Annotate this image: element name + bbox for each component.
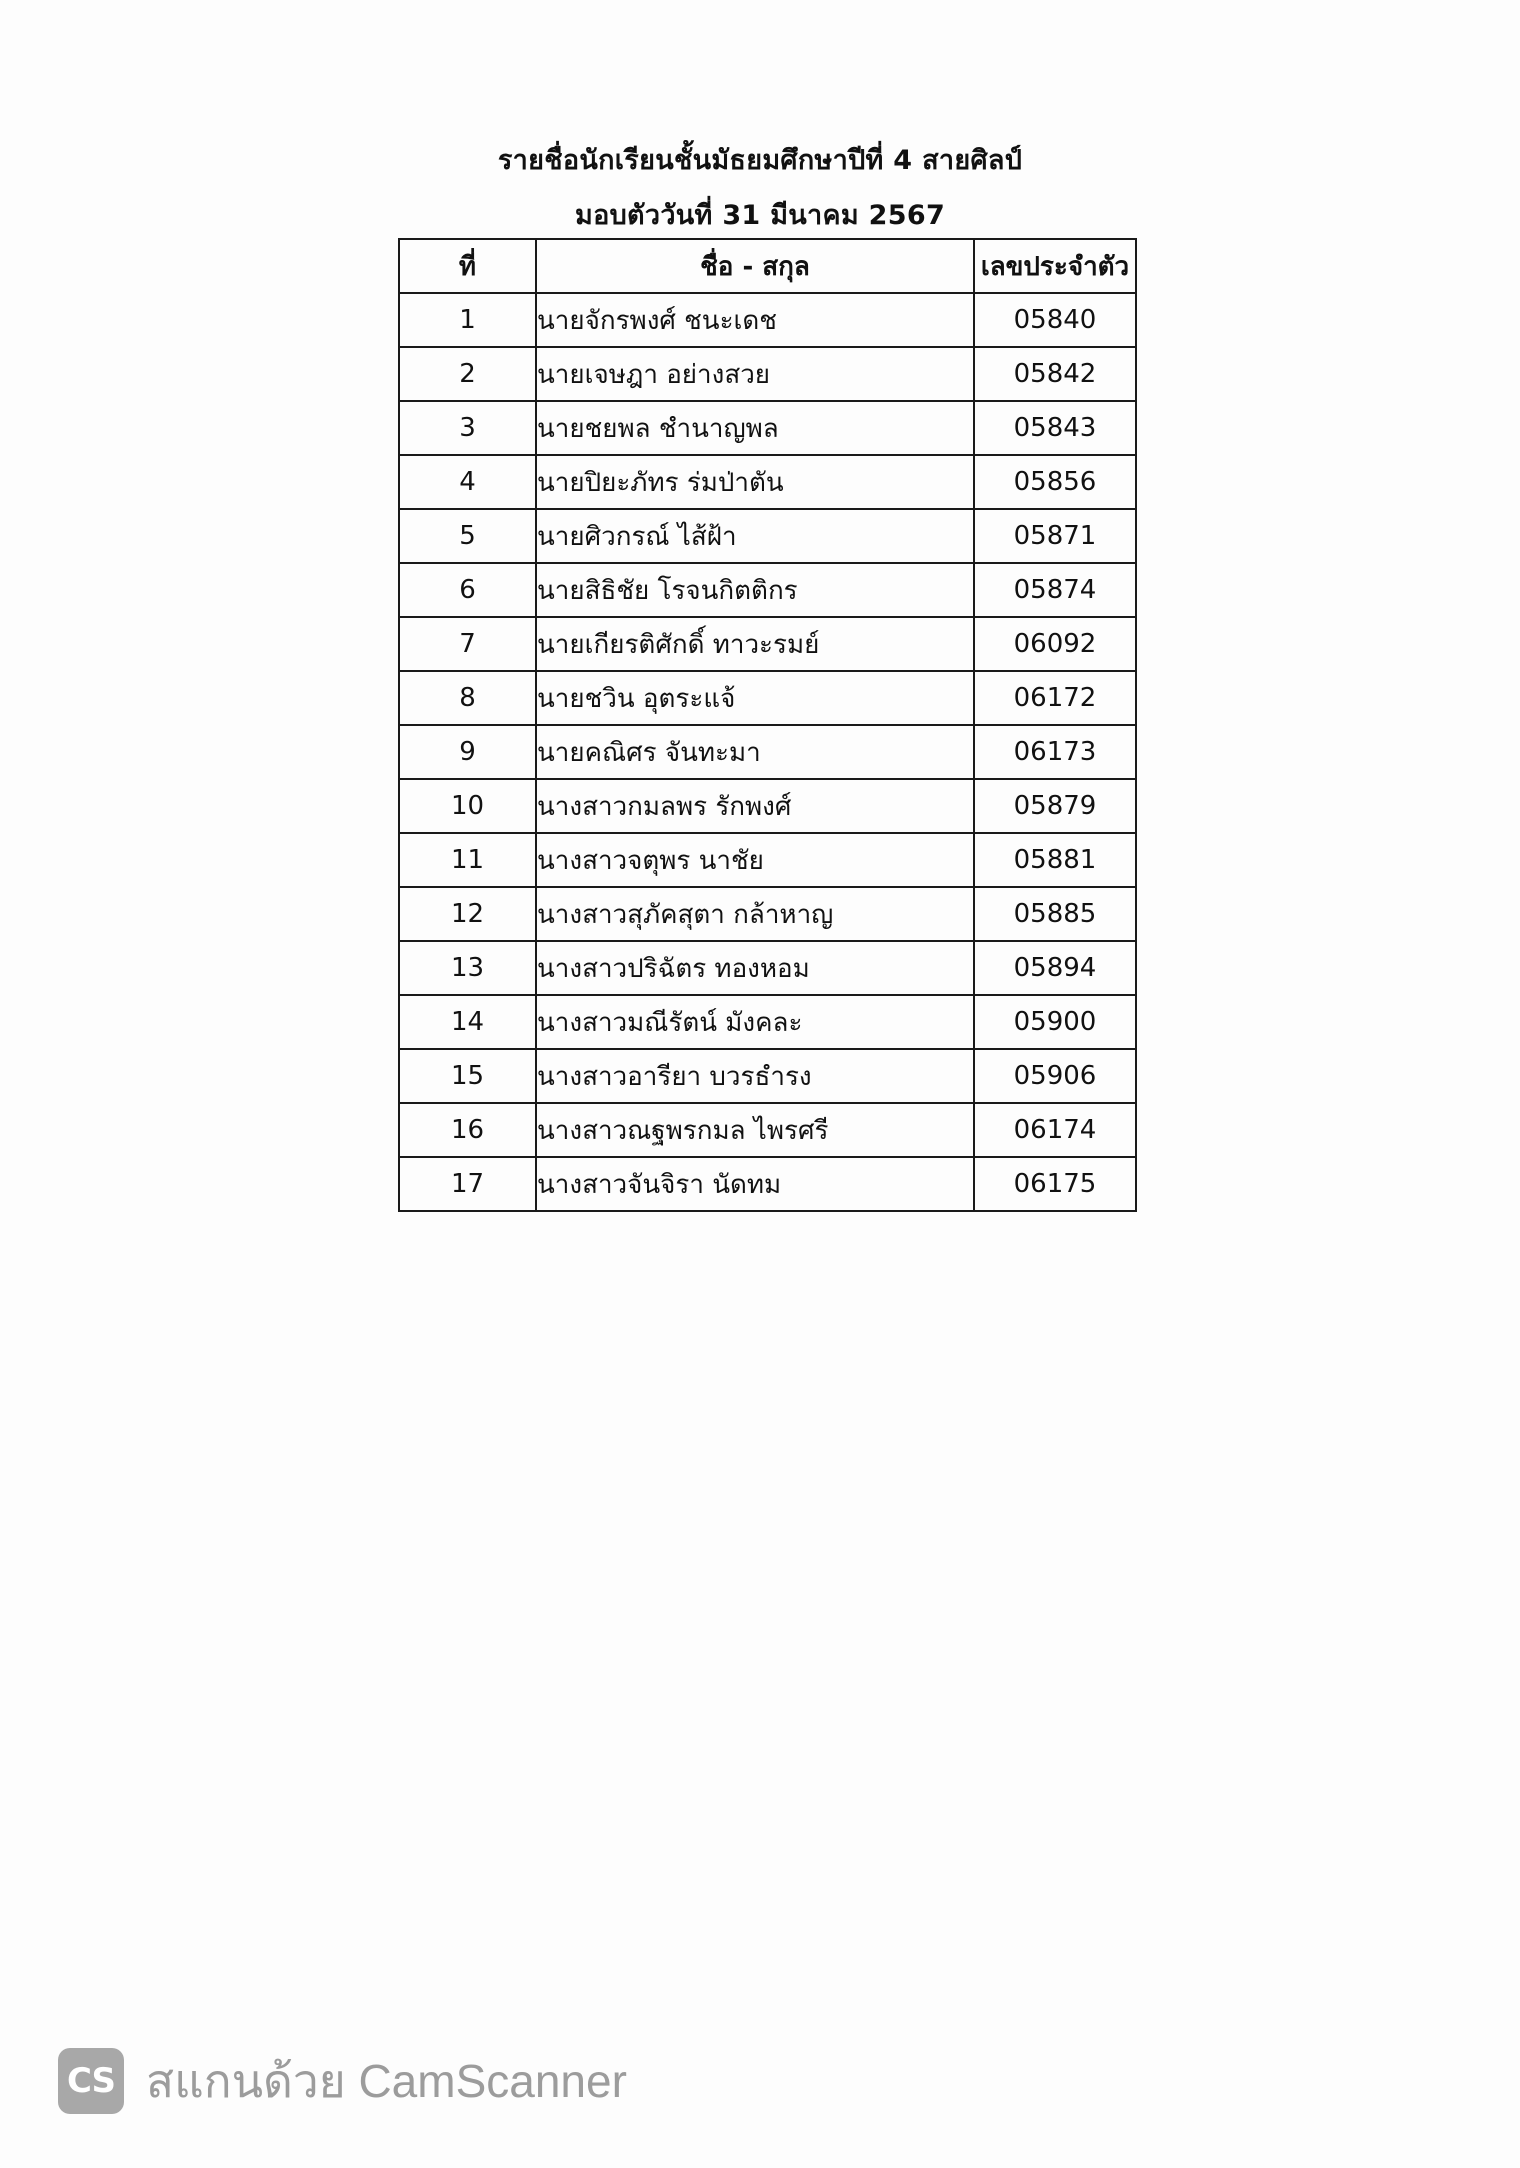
- camscanner-logo-icon: CS: [58, 2048, 124, 2114]
- row-number: 4: [399, 455, 536, 509]
- table-row: [399, 563, 1136, 617]
- row-number: 16: [399, 1103, 536, 1157]
- student-id: 06172: [974, 671, 1136, 725]
- row-number: 15: [399, 1049, 536, 1103]
- student-name: นายเกียรติศักดิ์ ทาวะรมย์: [536, 617, 974, 671]
- student-name: นางสาวณฐพรกมล ไพรศรี: [536, 1103, 974, 1157]
- column-header-student-id: เลขประจำตัว: [974, 239, 1136, 293]
- student-id: 05881: [974, 833, 1136, 887]
- column-header-number: ที่: [399, 239, 536, 293]
- table-row: [399, 671, 1136, 725]
- row-number: 13: [399, 941, 536, 995]
- row-number: 5: [399, 509, 536, 563]
- table-row: [399, 293, 1136, 347]
- student-id: 05900: [974, 995, 1136, 1049]
- table-row: [399, 347, 1136, 401]
- table-header-row: [399, 239, 1136, 293]
- student-id: 06174: [974, 1103, 1136, 1157]
- student-name: นายสิธิชัย โรจนกิตติกร: [536, 563, 974, 617]
- row-number: 8: [399, 671, 536, 725]
- student-name: นางสาวมณีรัตน์ มังคละ: [536, 995, 974, 1049]
- row-number: 14: [399, 995, 536, 1049]
- document-subtitle: มอบตัววันที่ 31 มีนาคม 2567: [574, 200, 946, 231]
- student-id: 06173: [974, 725, 1136, 779]
- student-name: นายเจษฎา อย่างสวย: [536, 347, 974, 401]
- row-number: 1: [399, 293, 536, 347]
- row-number: 6: [399, 563, 536, 617]
- row-number: 9: [399, 725, 536, 779]
- table-row: [399, 1157, 1136, 1211]
- student-name: นางสาวปริฉัตร ทองหอม: [536, 941, 974, 995]
- student-id: 05906: [974, 1049, 1136, 1103]
- student-id: 06092: [974, 617, 1136, 671]
- row-number: 12: [399, 887, 536, 941]
- student-id: 05842: [974, 347, 1136, 401]
- student-name: นายคณิศร จันทะมา: [536, 725, 974, 779]
- student-name: นางสาวอารียา บวรธำรง: [536, 1049, 974, 1103]
- table-row: [399, 1049, 1136, 1103]
- student-id: 05874: [974, 563, 1136, 617]
- watermark-text: สแกนด้วย CamScanner: [146, 2054, 627, 2107]
- student-id: 05885: [974, 887, 1136, 941]
- student-id: 05843: [974, 401, 1136, 455]
- student-roster-table: [398, 238, 1137, 1212]
- row-number: 10: [399, 779, 536, 833]
- row-number: 3: [399, 401, 536, 455]
- student-id: 05856: [974, 455, 1136, 509]
- row-number: 11: [399, 833, 536, 887]
- row-number: 2: [399, 347, 536, 401]
- table-row: [399, 617, 1136, 671]
- table-row: [399, 779, 1136, 833]
- student-id: 05879: [974, 779, 1136, 833]
- student-name: นางสาวจันจิรา นัดทม: [536, 1157, 974, 1211]
- student-name: นายศิวกรณ์ ไส้ฝ้า: [536, 509, 974, 563]
- table-row: [399, 941, 1136, 995]
- camscanner-watermark: [58, 2042, 627, 2120]
- table-row: [399, 455, 1136, 509]
- row-number: 7: [399, 617, 536, 671]
- student-name: นายชยพล ชำนาญพล: [536, 401, 974, 455]
- table-row: [399, 833, 1136, 887]
- student-name: นายชวิน อุตระแจ้: [536, 671, 974, 725]
- table-row: [399, 995, 1136, 1049]
- row-number: 17: [399, 1157, 536, 1211]
- table-row: [399, 401, 1136, 455]
- student-name: นายจักรพงศ์ ชนะเดช: [536, 293, 974, 347]
- student-name: นางสาวกมลพร รักพงศ์: [536, 779, 974, 833]
- student-id: 05871: [974, 509, 1136, 563]
- student-name: นางสาวสุภัคสุตา กล้าหาญ: [536, 887, 974, 941]
- student-id: 06175: [974, 1157, 1136, 1211]
- student-name: นายปิยะภัทร ร่มป่าตัน: [536, 455, 974, 509]
- table-row: [399, 887, 1136, 941]
- table-row: [399, 1103, 1136, 1157]
- student-id: 05894: [974, 941, 1136, 995]
- student-name: นางสาวจตุพร นาชัย: [536, 833, 974, 887]
- student-id: 05840: [974, 293, 1136, 347]
- column-header-name: ชื่อ - สกุล: [536, 239, 974, 293]
- document-title: รายชื่อนักเรียนชั้นมัธยมศึกษาปีที่ 4 สายศิลป์: [497, 145, 1023, 176]
- table-row: [399, 509, 1136, 563]
- table-row: [399, 725, 1136, 779]
